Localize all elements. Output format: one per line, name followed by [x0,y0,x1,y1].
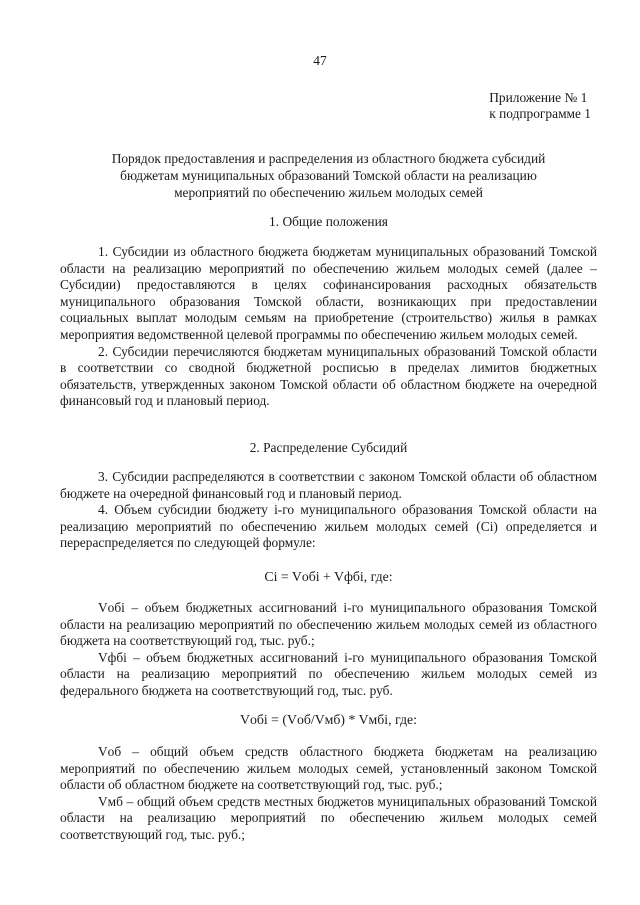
title-line-3: мероприятий по обеспечению жильем молодых семей [174,185,483,200]
definitions-2 [60,744,597,844]
definition-vob: Vоб – общий объем средств областного бюджета бюджетам на реализацию мероприятий по обеспечению жильем молодых семей, установленный законом Томской области об областном бюджете на соответствующий год, тыс. руб.; [60,744,597,793]
paragraph-2: 2. Субсидии перечисляются бюджетам муниципальных образований Томской области в соответствии со сводной бюджетной росписью в пределах лимитов бюджетных обязательств, утвержденных законом Томской области об областном бюджете на очередной финансовый год и плановый период. [60,343,597,409]
formula-ci: Ci = Vобi + Vфбi, где: [264,569,393,584]
paragraph-3: 3. Субсидии распределяются в соответствии с законом Томской области об областном бюджете на очередной финансовый год и плановый период. [60,469,597,501]
document-title [60,150,597,201]
title-line-1: Порядок предоставления и распределения из областного бюджета субсидий [111,151,546,166]
formula-vobi: Vобi = (Vоб/Vмб) * Vмбi, где: [240,712,417,727]
appendix-line-2: к подпрограмме 1 [489,106,591,121]
section-2-body [60,469,597,552]
section-1-body [60,244,597,410]
paragraph-4: 4. Объем субсидии бюджету i-го муниципального образования Томской области на реализацию мероприятий по обеспечению жильем молодых семей (Ci) определяется и перераспределяется по следующей формуле: [60,502,597,551]
definitions-1 [60,600,597,700]
page-number: 47 [313,53,327,68]
appendix-label [489,90,591,122]
paragraph-1: 1. Субсидии из областного бюджета бюджетам муниципальных образований Томской области на реализацию мероприятий по обеспечению жильем молодых семей (далее – Субсидии) предоставляются в целях софинансирования расходных обязательств муниципального образования Томской области, возникающих при предоставлении социальных выплат молодым семьям на приобретение (строительство) жилья в рамках мероприятия ведомственной целевой программы по обеспечению жильем молодых семей. [60,244,597,342]
definition-vobi: Vобi – объем бюджетных ассигнований i-го муниципального образования Томской области на реализацию мероприятий по обеспечению жильем молодых семей из областного бюджета на соответствующий год, тыс. руб.; [60,600,597,649]
definition-vfbi: Vфбi – объем бюджетных ассигнований i-го муниципального образования Томской области на реализацию мероприятий по обеспечению жильем молодых семей из федерального бюджета на соответствующий год, тыс. руб. [60,649,597,698]
section-1-heading: 1. Общие положения [269,214,388,229]
section-2-heading: 2. Распределение Субсидий [249,440,408,455]
title-line-2: бюджетам муниципальных образований Томской области на реализацию [120,168,537,183]
appendix-line-1: Приложение № 1 [489,90,588,105]
definition-vmb: Vмб – общий объем средств местных бюджетов муниципальных образований Томской области на реализацию мероприятий по обеспечению жильем молодых семей соответствующий год, тыс. руб.; [60,793,597,842]
